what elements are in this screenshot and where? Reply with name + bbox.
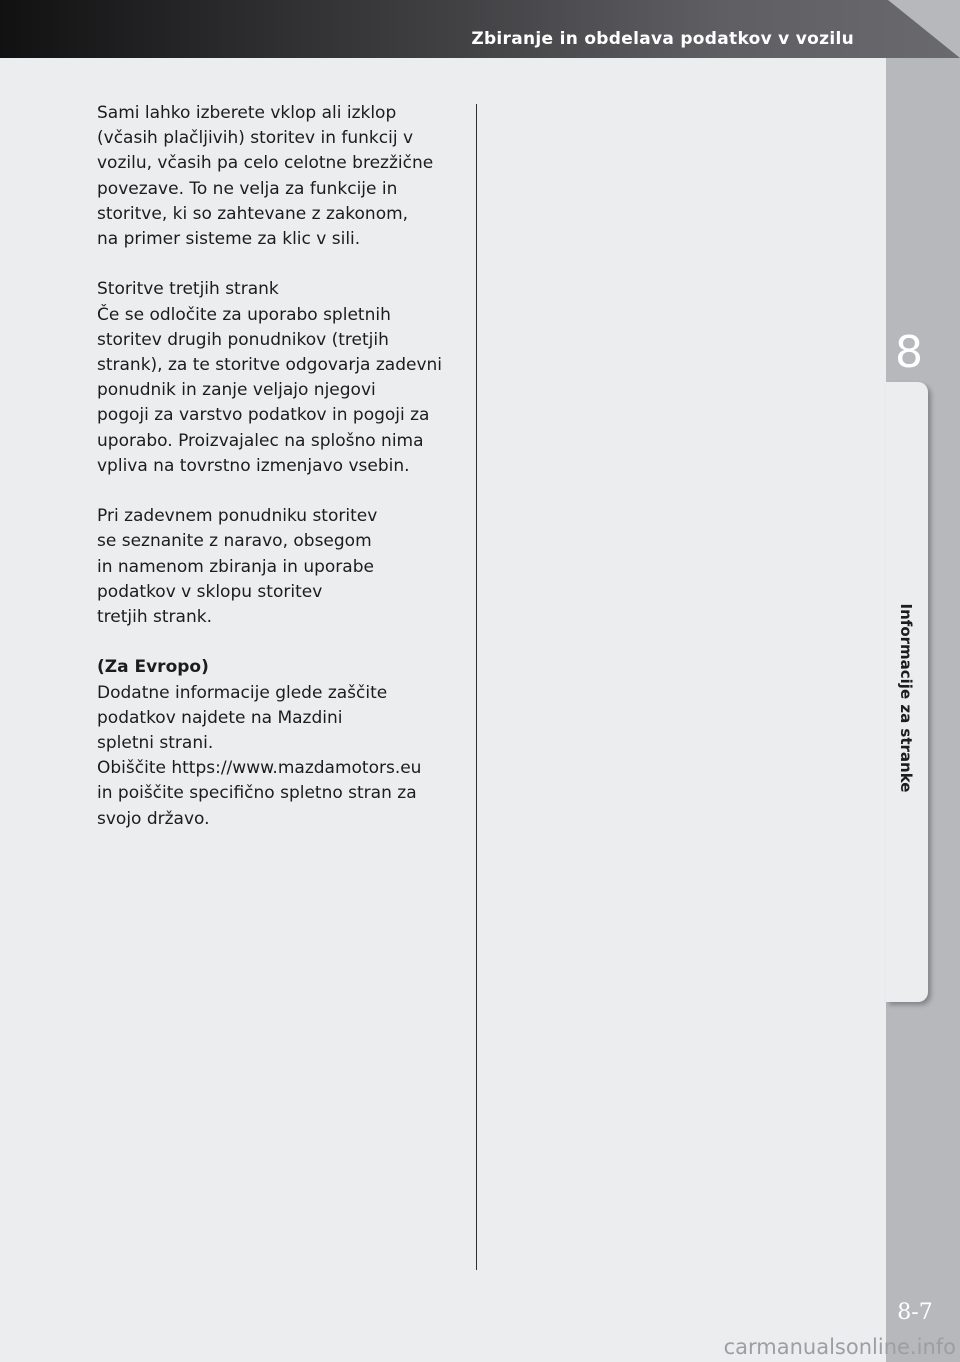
paragraph-third-party: Če se odločite za uporabo spletnih storitev drugih ponudnikov (tretjih strank), za te storitve odgovarja zadevni ponudnik in zanje veljajo njegovi pogoji za varstvo podatkov in pogoji za uporabo. Proizvajalec na splošno nima vpliva na tovrstno izmenjavo vsebin. — [97, 304, 443, 476]
europe-heading: (Za Evropo) — [97, 657, 209, 678]
paragraph-provider-info: Pri zadevnem ponudniku storitev se seznanite z naravo, obsegom in namenom zbiranja in uporabe podatkov v sklopu storitev tretjih strank. — [97, 506, 378, 628]
chapter-tab-label: Informacije za stranke — [897, 603, 915, 793]
third-party-title: Storitve tretjih strank — [97, 279, 279, 300]
watermark: carmanualsonline.info — [723, 1335, 956, 1359]
column-divider — [476, 104, 477, 1270]
main-text-column — [97, 101, 472, 832]
page-number: 8-7 — [897, 1300, 933, 1325]
paragraph-europe-info: Dodatne informacije glede zaščite podatkov najdete na Mazdini spletni strani. Obiščite https://www.mazdamotors.eu in poiščite specifično spletno stran za svojo državo. — [97, 682, 422, 829]
paragraph-service-toggle: Sami lahko izberete vklop ali izklop (včasih plačljivih) storitev in funkcij v vozilu, včasih pa celo celotne brezžične povezave. To ne velja za funkcije in storitve, ki so zahtevane z zakonom, na primer sisteme za klic v sili. — [97, 103, 434, 250]
chapter-number: 8 — [895, 327, 923, 378]
header-corner — [888, 0, 960, 58]
section-title: Zbiranje in obdelava podatkov v vozilu — [471, 29, 854, 49]
